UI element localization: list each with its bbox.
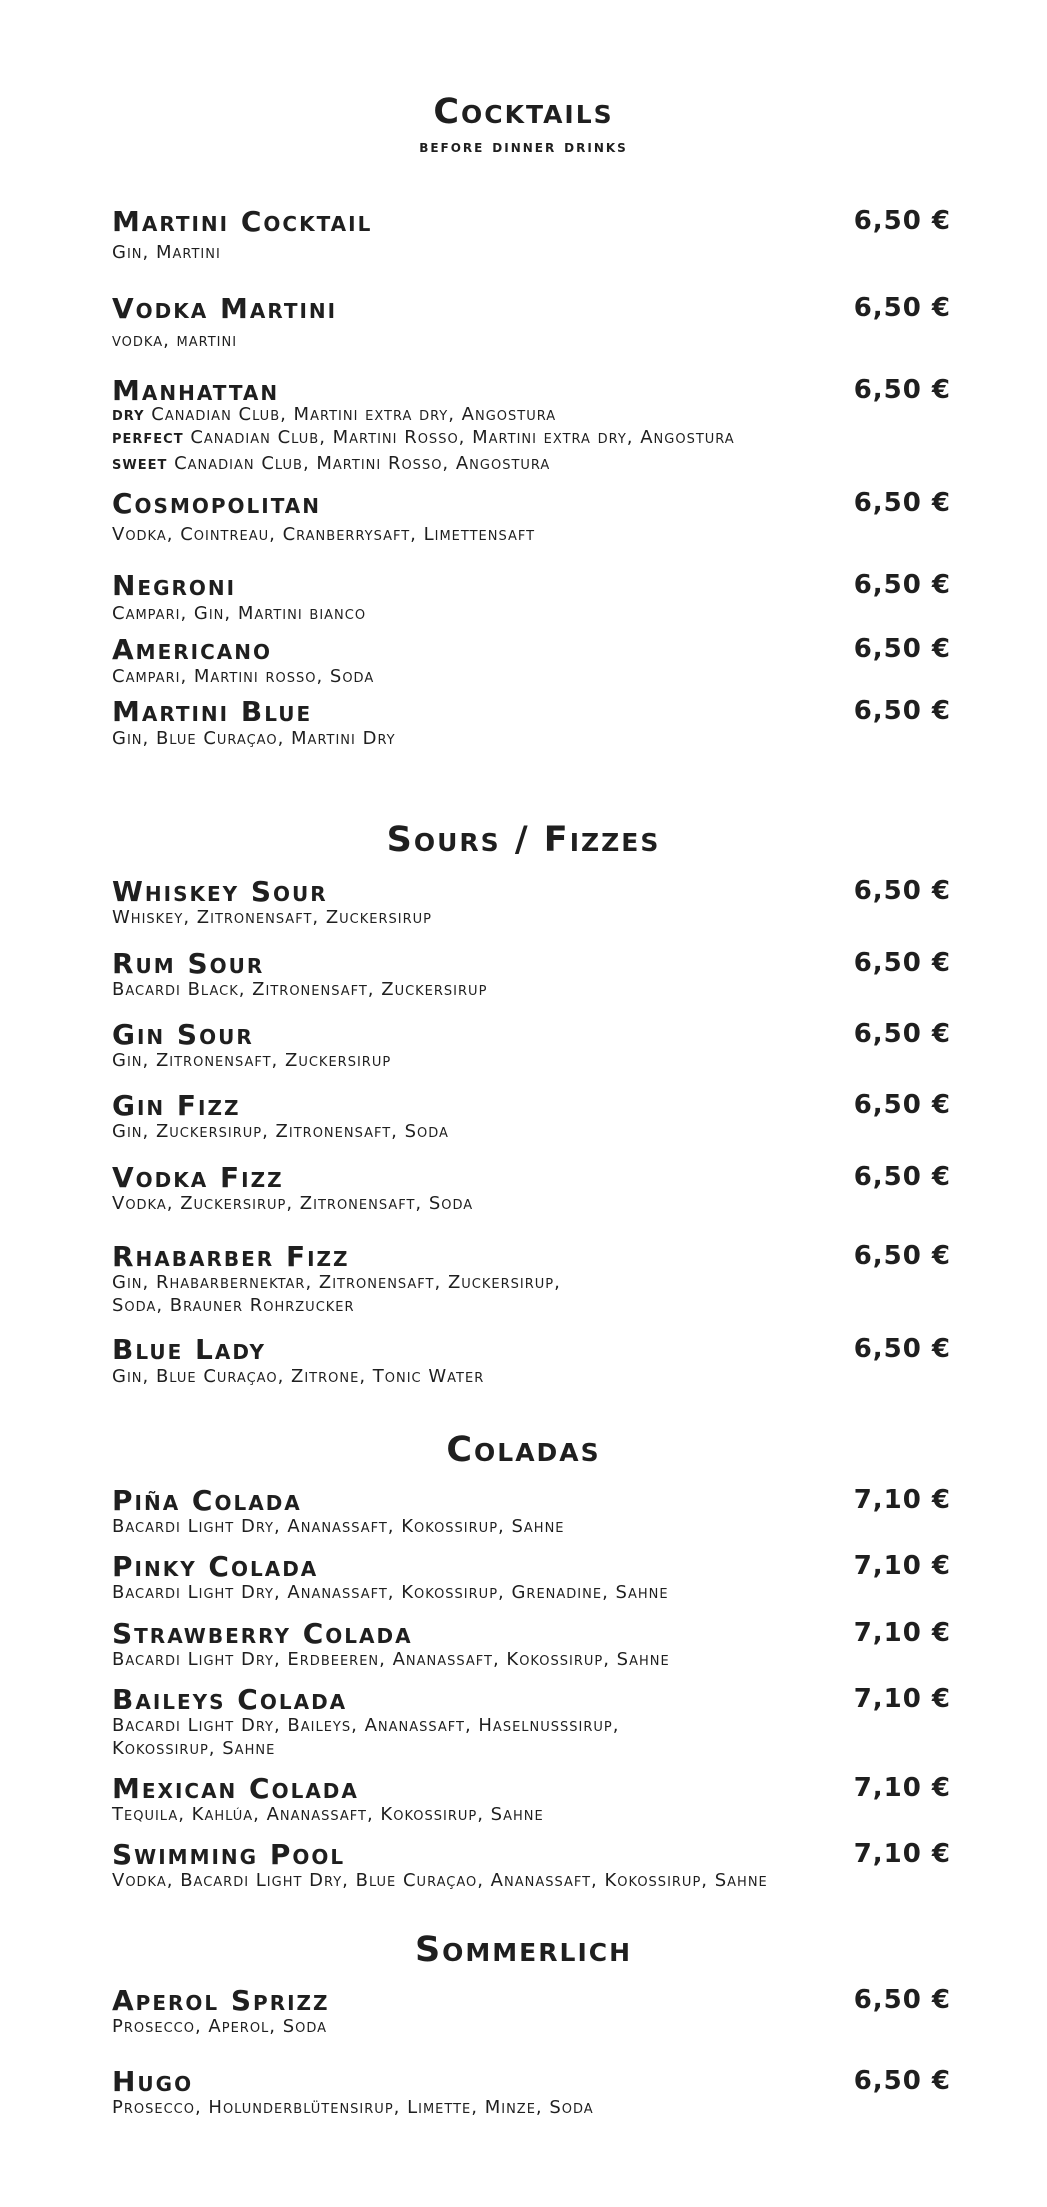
item-description: Bacardi Light Dry, Ananassaft, Kokossirup, Grenadine, Sahne (112, 1582, 669, 1603)
item-price: 7,10 € (853, 1839, 951, 1869)
item-price: 6,50 € (853, 1334, 951, 1364)
item-price: 6,50 € (853, 2066, 951, 2096)
item-description: Prosecco, Holunderblütensirup, Limette, Minze, Soda (112, 2097, 594, 2118)
item-price: 7,10 € (853, 1551, 951, 1581)
item-price: 6,50 € (853, 696, 951, 726)
item-price: 6,50 € (853, 1162, 951, 1192)
item-description: vodka, martini (112, 330, 238, 351)
item-name: Manhattan (112, 374, 280, 407)
item-name: Swimming Pool (112, 1838, 346, 1871)
item-name: Martini Blue (112, 695, 313, 728)
variant-text: Canadian Club, Martini Rosso, Martini extra dry, Angostura (190, 427, 735, 448)
item-price: 6,50 € (853, 634, 951, 664)
item-name: Rum Sour (112, 947, 265, 980)
section-title-sommerlich: Sommerlich (414, 1930, 633, 1970)
item-name: Gin Sour (112, 1018, 254, 1051)
item-price: 6,50 € (853, 1985, 951, 2015)
item-description: Bacardi Black, Zitronensaft, Zuckersirup (112, 979, 488, 1000)
item-name: Mexican Colada (112, 1772, 359, 1805)
section-title-coladas: Coladas (446, 1430, 601, 1470)
item-price: 7,10 € (853, 1773, 951, 1803)
item-price: 6,50 € (853, 293, 951, 323)
item-price: 6,50 € (853, 570, 951, 600)
item-description: Gin, Martini (112, 242, 221, 263)
variant-label: sweet (112, 453, 168, 474)
item-name: Hugo (112, 2065, 194, 2098)
variant-label: dry (112, 404, 145, 425)
item-description: Vodka, Cointreau, Cranberrysaft, Limettensaft (112, 524, 536, 545)
item-price: 6,50 € (853, 488, 951, 518)
item-variant-dry (112, 404, 556, 426)
item-name: Vodka Fizz (112, 1161, 284, 1194)
item-description: Vodka, Bacardi Light Dry, Blue Curaçao, Ananassaft, Kokossirup, Sahne (112, 1870, 768, 1891)
variant-text: Canadian Club, Martini Rosso, Angostura (174, 453, 551, 474)
item-description: Gin, Blue Curaçao, Martini Dry (112, 728, 396, 749)
item-name: Blue Lady (112, 1333, 266, 1366)
item-name: Piña Colada (112, 1484, 302, 1517)
item-description: Bacardi Light Dry, Baileys, Ananassaft, Haselnusssirup, (112, 1715, 620, 1736)
item-price: 7,10 € (853, 1684, 951, 1714)
item-price: 7,10 € (853, 1618, 951, 1648)
item-price: 7,10 € (853, 1485, 951, 1515)
item-price: 6,50 € (853, 876, 951, 906)
item-name: Cosmopolitan (112, 487, 322, 520)
item-name: Aperol Sprizz (112, 1984, 330, 2017)
item-price: 6,50 € (853, 206, 951, 236)
item-description: Bacardi Light Dry, Erdbeeren, Ananassaft, Kokossirup, Sahne (112, 1649, 670, 1670)
item-price: 6,50 € (853, 1241, 951, 1271)
item-name: Strawberry Colada (112, 1617, 413, 1650)
item-description-line2: Soda, Brauner Rohrzucker (112, 1295, 355, 1316)
variant-text: Canadian Club, Martini extra dry, Angostura (151, 404, 557, 425)
item-description-line2: Kokossirup, Sahne (112, 1738, 276, 1759)
item-description: Tequila, Kahlúa, Ananassaft, Kokossirup, Sahne (112, 1804, 544, 1825)
item-variant-sweet (112, 453, 550, 475)
item-description: Bacardi Light Dry, Ananassaft, Kokossirup, Sahne (112, 1516, 565, 1537)
item-description: Campari, Martini rosso, Soda (112, 666, 375, 687)
item-name: Gin Fizz (112, 1089, 241, 1122)
item-price: 6,50 € (853, 1090, 951, 1120)
item-description: Gin, Zuckersirup, Zitronensaft, Soda (112, 1121, 449, 1142)
item-name: Americano (112, 633, 272, 666)
item-description: Prosecco, Aperol, Soda (112, 2016, 328, 2037)
item-description: Campari, Gin, Martini bianco (112, 603, 367, 624)
item-name: Martini Cocktail (112, 205, 373, 238)
item-name: Rhabarber Fizz (112, 1240, 350, 1273)
item-description: Whiskey, Zitronensaft, Zuckersirup (112, 907, 433, 928)
item-name: Baileys Colada (112, 1683, 348, 1716)
section-title-cocktails: Cocktails (433, 92, 614, 132)
item-name: Negroni (112, 569, 237, 602)
item-name: Pinky Colada (112, 1550, 319, 1583)
item-description: Gin, Zitronensaft, Zuckersirup (112, 1050, 392, 1071)
item-name: Whiskey Sour (112, 875, 328, 908)
item-variant-perfect (112, 427, 735, 449)
section-title-sours-fizzes: Sours / Fizzes (386, 820, 661, 860)
variant-label: perfect (112, 427, 184, 448)
item-price: 6,50 € (853, 948, 951, 978)
item-name: Vodka Martini (112, 292, 338, 325)
item-description: Gin, Rhabarbernektar, Zitronensaft, Zuckersirup, (112, 1272, 561, 1293)
item-description: Vodka, Zuckersirup, Zitronensaft, Soda (112, 1193, 474, 1214)
item-price: 6,50 € (853, 375, 951, 405)
section-subtitle: before dinner drinks (419, 137, 628, 157)
item-description: Gin, Blue Curaçao, Zitrone, Tonic Water (112, 1366, 485, 1387)
item-price: 6,50 € (853, 1019, 951, 1049)
